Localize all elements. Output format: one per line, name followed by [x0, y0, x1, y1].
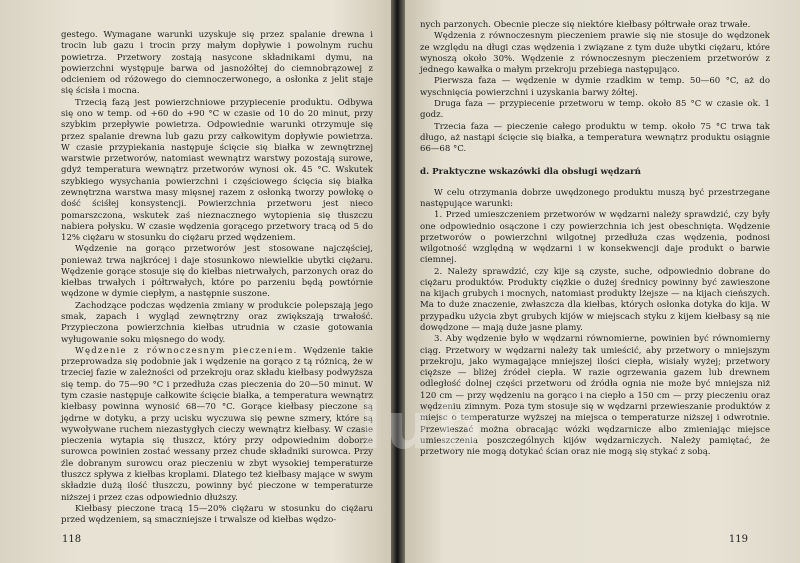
paragraph: Wędzenia z równoczesnym pieczeniem prawie się nie stosuje do wędzonek ze względu na długi czas wędzenia i związane z tym duże ubytki ciężaru, które wynoszą około 30%. Wędzenie z równoczesnym pieczeniem przetworów z jednego kawałka o małym przekroju przebiega następująco.	[420, 31, 770, 76]
paragraph: 3. Aby wędzenie było w wędzarni równomierne, powinien być równomierny ciąg. Przetwory w wędzarni należy tak umieścić, aby przetwory o mniejszym przekroju, jako wymagające mniejszej ilości ciepła, wisiały wyżej; przetwory cięższe — bliżej źródeł ciepła. W razie ogrzewania gazem lub drewnem odległość dolnej części przetworu od źródła ognia nie może być mniejsza niż 120 cm — przy wędzeniu na gorąco i na ciepło a 150 cm — przy pieczeniu oraz wędzeniu zimnym. Poza tym stosuje się w wędzarni przewieszanie produktów z miejsc o temperaturze wyższej na miejsca o temperaturze niższej i odwrotnie. Przewieszać można obracając wózki wędzarnicze albo zmieniając miejsce umieszczenia poszczególnych kijów wędzarniczych. Należy pamiętać, że przetwory nie mogą dotykać ścian oraz nie mogą się stykać z sobą.	[420, 334, 770, 458]
paragraph: Zachodzące podczas wędzenia zmiany w produkcie polepszają jego smak, zapach i wygląd zewnętrzny oraz zwiększają trwałość. Przypieczona powierzchnia kiełbas utrudnia w czasie gotowania wyługowanie soku mięsnego do wody.	[61, 300, 373, 345]
paragraph: Trzecią fazą jest powierzchniowe przypiecenie produktu. Odbywa się ono w temp. od +60 do +90 °C w czasie od 10 do 20 minut, przy szybkim przepływie powietrza. Odpowiednie warunki otrzymuje się przez spalanie drewna lub gazu przy całkowitym dopływie powietrza. W czasie przypiekania następuje ścięcie się białka w zewnętrznej warstwie przetworów, natomiast wewnątrz warstwy pozostają surowe, gdyż temperatura wewnątrz przetworów wynosi ok. 45 °C. Wskutek szybkiego wysychania powierzchni i częściowego ścięcia się białka zewnętrzna warstwa masy mięsnej razem z osłonką tworzy powłokę o dość ściśłej konsystencji. Powierzchnia przetworu jest nieco pomarszczona, wskutek zaś nieznacznego wytopienia się tłuszczu nabiera połysku. W czasie wędzenia gorącego przetwory tracą od 5 do 12% ciężaru w stosunku do ciężaru przed wędzeniem.	[61, 97, 373, 244]
section-heading: d. Praktyczne wskazówki dla obsługi wędzarń	[420, 167, 641, 178]
page-number: 119	[728, 534, 748, 545]
paragraph: Kiełbasy pieczone tracą 15—20% ciężaru w stosunku do ciężaru przed wędzeniem, są smaczniejsze i trwalsze od kiełbas wędzo-	[61, 503, 373, 526]
section-lead: Wędzenie z równoczesnym pieczeniem.	[75, 345, 298, 356]
left-page	[0, 0, 391, 563]
paragraph: 1. Przed umieszczeniem przetworów w wędzarni należy sprawdzić, czy były one odpowiednio osączone i czy powierzchnia ich jest obeschnięta. Wędzenie przetworów o powierzchni wilgotnej przedłuża czas wędzenia, podnosi wilgotność względną w wędzarni i w konsekwencji daje produkt o barwie ciemnej.	[420, 210, 770, 266]
paragraph: Trzecia faza — pieczenie całego produktu w temp. około 75 °C trwa tak długo, aż nastąpi ścięcie się białka, a temperatura wewnątrz produktu osiągnie 66—68 °C.	[420, 121, 770, 155]
paragraph: Wędzenie na gorąco przetworów jest stosowane najczęściej, ponieważ trwa najkrócej i daje stosunkowo niewielkie ubytki ciężaru. Wędzenie gorące stosuje się do kiełbas nietrwałych, parzonych oraz do kiełbas trwałych i półtrwałych, które po parzeniu będą powtórnie wędzone w dymie ciepłym, a następnie suszone.	[61, 244, 373, 300]
page-number: 118	[62, 534, 82, 545]
book-gutter	[391, 0, 405, 563]
paragraph: W celu otrzymania dobrze uwędzonego produktu muszą być przestrzegane następujące warunki:	[420, 187, 770, 209]
paragraph: Pierwsza faza — wędzenie w dymie rzadkim w temp. 50—60 °C, aż do wyschnięcia powierzchni i uzyskania barwy żółtej.	[420, 76, 770, 98]
right-page	[405, 0, 800, 563]
paragraph: 2. Należy sprawdzić, czy kije są czyste, suche, odpowiednio dobrane do ciężaru produktów. Produkty ciężkie o dużej średnicy powinny być zawieszone na kijach grubych i mocnych, natomiast produkty lżejsze — na kijach cieńszych. Ma to duże znaczenie, zwłaszcza dla kiełbas, których osłonka dotyka do kija. W przypadku użycia zbyt grubych kijów w miejscach styku z kijem kiełbasy są nie dowędzone — mają duże jasne plamy.	[420, 266, 770, 334]
watermark: lub	[360, 390, 486, 464]
paragraph: nych parzonych. Obecnie piecze się niektóre kiełbasy półtrwałe oraz trwałe.	[420, 20, 751, 30]
paragraph: Druga faza — przypiecenie przetworu w temp. około 85 °C w czasie ok. 1 godz.	[420, 98, 770, 121]
paragraph	[61, 346, 373, 504]
paragraph: gestego. Wymagane warunki uzyskuje się przez spalanie drewna i trocin lub gazu i trocin przy małym dopływie i powolnym ruchu powietrza. Przetwory zostają nasycone składnikami dymu, na powierzchni występuje barwa od jasnożółtej do ciemnobrązowej z odcieniem od różowego do ciemnoczerwonego, a osłonka z jelit staje się ścisła i mocna.	[61, 30, 373, 97]
paragraph-text: Wędzenie takie przeprowadza się podobnie jak i wędzenie na gorąco z tą różnicą, że w trzeciej fazie w zależności od przekroju oraz składu kiełbasy podwyższa się temp. do 75—90 °C i przedłuża czas pieczenia do 20—50 minut. W tym czasie następuje całkowite ścięcie białka, a temperatura wewnątrz kiełbasy powinna wynosić 68—70 °C. Gorące kiełbasy pieczone są jędrne w dotyku, a przy ucisku wyczuwa się pewne szmery, które są wywoływane ruchem niezastygłych cieczy wewnątrz kiełbasy. W czasie pieczenia wytapia się tłuszcz, który przy odpowiednim doborze surowca powinien zostać wessany przez chude składniki surowca. Przy źle dobranym surowcu oraz pieczeniu w zbyt wysokiej temperaturze tłuszcz spływa z kiełbas kroplami. Dlatego też kiełbasy mające w swym składzie dużą ilość tłuszczu, powinny być pieczone w temperaturze niższej i przez czas odpowiednio dłuższy.	[61, 345, 374, 503]
